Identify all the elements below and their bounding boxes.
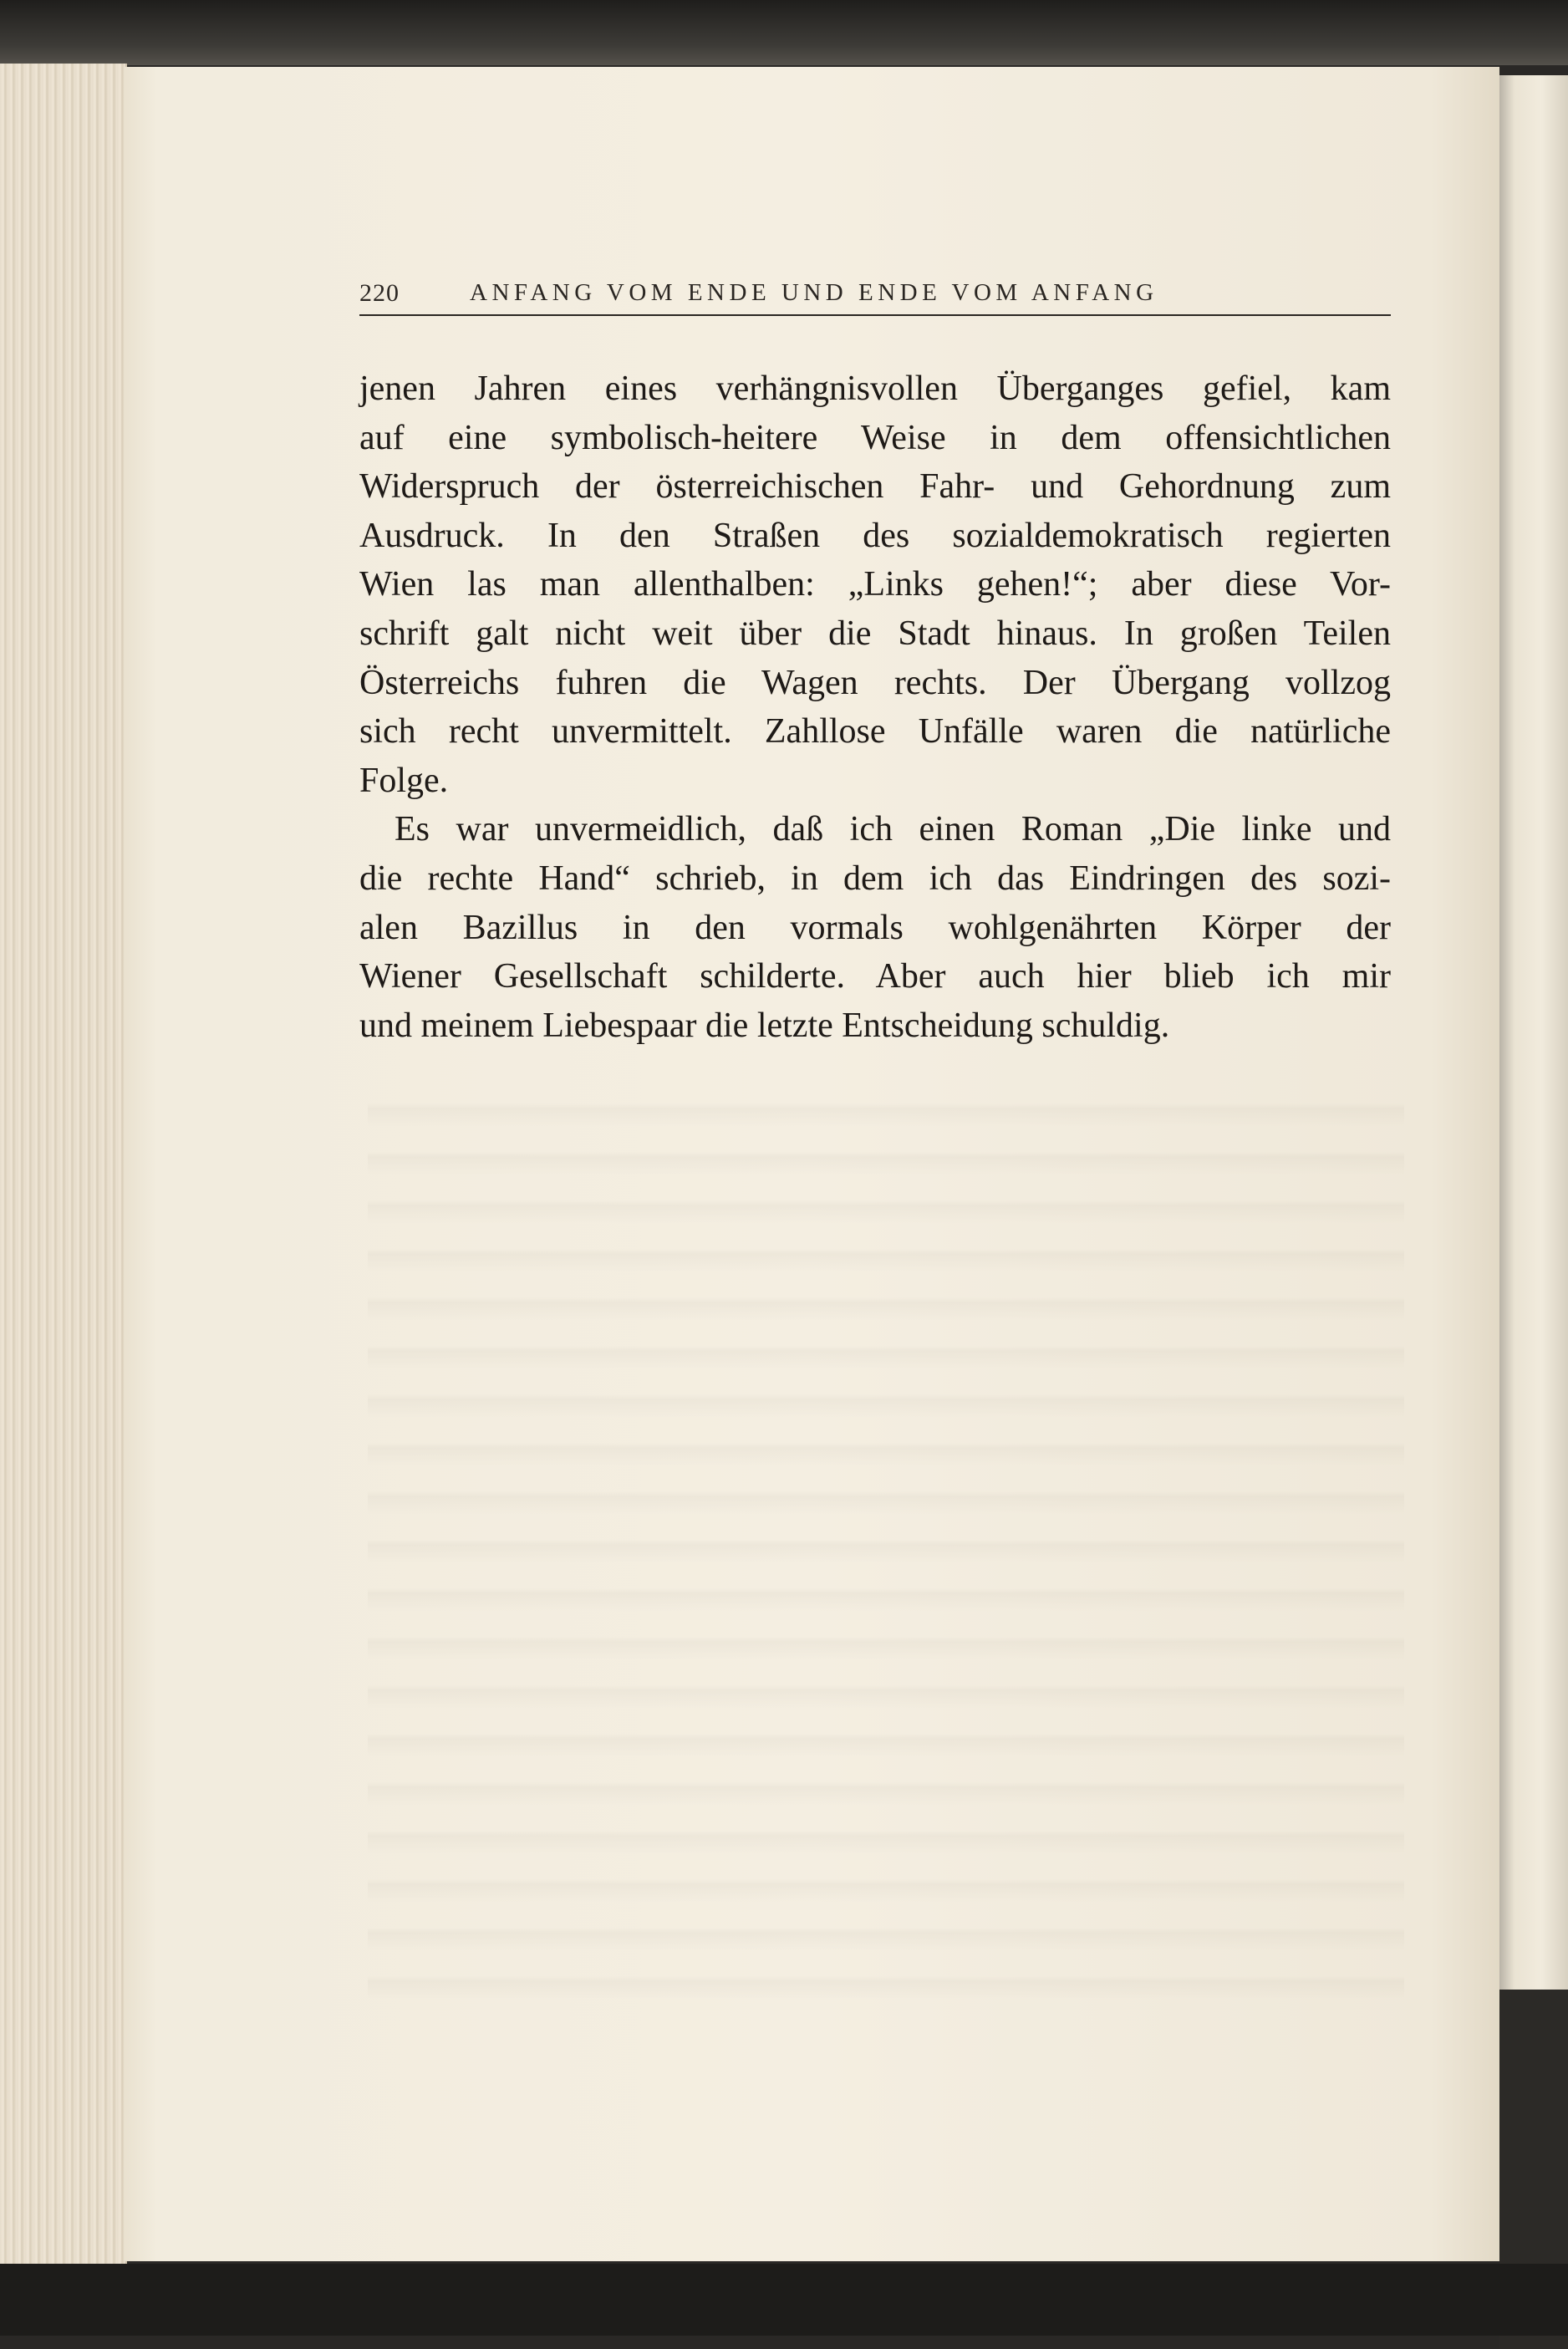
text-line: Wien las man allenthalben: „Links gehen!“; aber diese Vor- [359,565,1391,604]
text-line: alen Bazillus in den vormals wohlgenährten Körper der [359,908,1391,947]
text-line: Widerspruch der österreichischen Fahr- und Gehordnung zum [359,467,1391,507]
text-line: Österreichs fuhren die Wagen rechts. Der Übergang vollzog [359,663,1391,702]
paragraph-2 [359,805,1391,1050]
text-line: und meinem Liebespaar die letzte Entscheidung schuldig. [359,1006,1170,1045]
text-line: schrift galt nicht weit über die Stadt hinaus. In großen Teilen [359,614,1391,653]
text-line: Es war unvermeidlich, daß ich einen Roman „Die linke und [395,810,1391,849]
text-line: Ausdruck. In den Straßen des sozialdemokratisch regierten [359,516,1391,555]
facing-page-edge [1499,75,1568,2264]
scan-top-border [0,0,1568,65]
text-line: jenen Jahren eines verhängnisvollen Überganges gefiel, kam [359,369,1391,408]
paragraph-1 [359,364,1391,805]
text-line: sich recht unvermittelt. Zahllose Unfälle waren die natürliche [359,712,1391,752]
text-line: auf eine symbolisch-heitere Weise in dem offensichtlichen [359,418,1391,457]
text-line: die rechte Hand“ schrieb, in dem ich das Eindringen des sozi- [359,859,1391,898]
running-title: ANFANG VOM ENDE UND ENDE VOM ANFANG [470,279,1158,306]
page-number: 220 [359,279,400,307]
text-line: Wiener Gesellschaft schilderte. Aber auch hier blieb ich mir [359,957,1391,996]
scan-bottom-border [0,2264,1568,2336]
bleed-through-texture [368,1078,1404,1998]
running-header [359,276,1391,316]
page-stack-edges [0,64,127,2264]
text-line: Folge. [359,761,449,800]
body-text [359,364,1391,1050]
